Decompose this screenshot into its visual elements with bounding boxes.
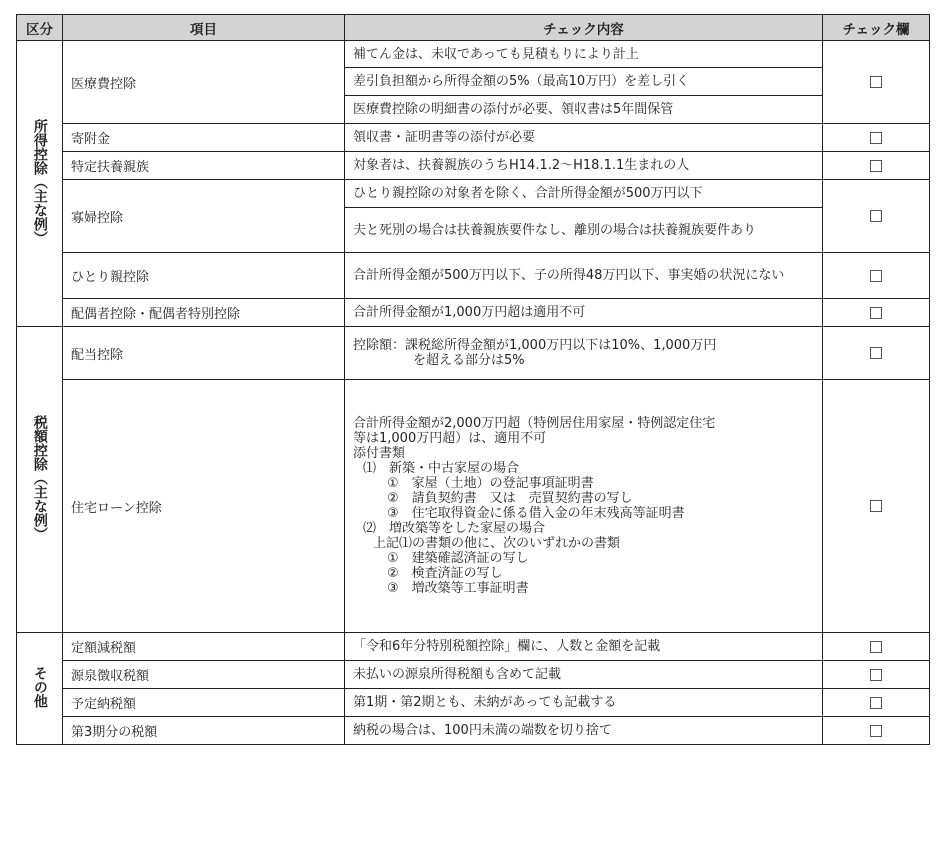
table-row [17, 180, 930, 208]
check-cell[interactable] [823, 124, 930, 152]
content-cell: 差引負担額から所得金額の5%（最高10万円）を差し引く [345, 68, 823, 96]
checkbox[interactable] [870, 210, 882, 222]
check-cell[interactable] [823, 380, 930, 633]
content-cell: 未払いの源泉所得税額も含めて記載 [345, 661, 823, 689]
item-cell: ひとり親控除 [63, 253, 345, 299]
header-content: チェック内容 [345, 15, 823, 41]
category-income-deduction [17, 41, 63, 327]
header-item: 項目 [63, 15, 345, 41]
item-cell: 寄附金 [63, 124, 345, 152]
table-row [17, 152, 930, 180]
content-cell [345, 327, 823, 380]
content-cell: 補てん金は、未収であっても見積もりにより計上 [345, 41, 823, 68]
content-line: ② 検査済証の写し [387, 566, 503, 581]
content-line: ① 家屋（土地）の登記事項証明書 [387, 476, 594, 491]
checkbox[interactable] [870, 270, 882, 282]
category-label: その他 [31, 665, 48, 708]
check-cell[interactable] [823, 253, 930, 299]
checkbox[interactable] [870, 669, 882, 681]
item-cell: 予定納税額 [63, 689, 345, 717]
content-line: 等は1,000万円超）は、適用不可 [353, 431, 547, 446]
table-row [17, 380, 930, 633]
checkbox[interactable] [870, 347, 882, 359]
check-cell[interactable] [823, 152, 930, 180]
item-cell: 定額減税額 [63, 633, 345, 661]
check-cell[interactable] [823, 180, 930, 253]
item-cell: 特定扶養親族 [63, 152, 345, 180]
content-cell: 領収書・証明書等の添付が必要 [345, 124, 823, 152]
content-line: 上記⑴の書類の他に、次のいずれかの書類 [373, 536, 621, 551]
item-cell: 第3期分の税額 [63, 717, 345, 745]
header-category: 区分 [17, 15, 63, 41]
table-row [17, 661, 930, 689]
content-cell: 合計所得金額が1,000万円超は適用不可 [345, 299, 823, 327]
checklist-table [16, 14, 930, 745]
table-row [17, 124, 930, 152]
checkbox[interactable] [870, 697, 882, 709]
content-line: 合計所得金額が2,000万円超（特例居住用家屋・特例認定住宅 [353, 416, 716, 431]
checkbox[interactable] [870, 160, 882, 172]
check-cell[interactable] [823, 299, 930, 327]
check-cell[interactable] [823, 41, 930, 124]
header-check: チェック欄 [823, 15, 930, 41]
item-cell: 配偶者控除・配偶者特別控除 [63, 299, 345, 327]
category-label: 税額控除（主な例） [31, 414, 48, 541]
content-cell: 「令和6年分特別税額控除」欄に、人数と金額を記載 [345, 633, 823, 661]
content-cell: 第1期・第2期とも、未納があっても記載する [345, 689, 823, 717]
check-cell[interactable] [823, 717, 930, 745]
content-cell: 医療費控除の明細書の添付が必要、領収書は5年間保管 [345, 96, 823, 124]
table-row [17, 253, 930, 299]
content-cell: 対象者は、扶養親族のうちH14.1.2〜H18.1.1生まれの人 [345, 152, 823, 180]
check-cell[interactable] [823, 633, 930, 661]
content-line: 添付書類 [353, 446, 406, 461]
content-line: ⑴ 新築・中古家屋の場合 [363, 461, 520, 476]
content-line: ① 建築確認済証の写し [387, 551, 529, 566]
check-cell[interactable] [823, 689, 930, 717]
checkbox[interactable] [870, 307, 882, 319]
table-row [17, 299, 930, 327]
content-line: ⑵ 増改築等をした家屋の場合 [363, 521, 546, 536]
category-label: 所得控除（主な例） [31, 118, 48, 245]
checkbox[interactable] [870, 641, 882, 653]
content-cell: 夫と死別の場合は扶養親族要件なし、離別の場合は扶養親族要件あり [345, 208, 823, 253]
table-row [17, 633, 930, 661]
table-row [17, 327, 930, 380]
content-line: ② 請負契約書 又は 売買契約書の写し [387, 491, 633, 506]
category-other [17, 633, 63, 745]
content-line: ③ 増改築等工事証明書 [387, 581, 529, 596]
checkbox[interactable] [870, 132, 882, 144]
content-line: を超える部分は5% [413, 353, 525, 368]
item-cell: 配当控除 [63, 327, 345, 380]
checkbox[interactable] [870, 500, 882, 512]
header-row [17, 15, 930, 41]
table-row [17, 41, 930, 68]
item-cell: 源泉徴収税額 [63, 661, 345, 689]
check-cell[interactable] [823, 661, 930, 689]
item-cell: 医療費控除 [63, 41, 345, 124]
item-cell: 住宅ローン控除 [63, 380, 345, 633]
content-cell: 合計所得金額が500万円以下、子の所得48万円以下、事実婚の状況にない [345, 253, 823, 299]
checkbox[interactable] [870, 725, 882, 737]
check-cell[interactable] [823, 327, 930, 380]
table-row [17, 689, 930, 717]
content-line: ③ 住宅取得資金に係る借入金の年末残高等証明書 [387, 506, 685, 521]
content-line: 控除額：課税総所得金額が1,000万円以下は10%、1,000万円 [353, 338, 717, 353]
content-cell: ひとり親控除の対象者を除く、合計所得金額が500万円以下 [345, 180, 823, 208]
item-cell: 寡婦控除 [63, 180, 345, 253]
checkbox[interactable] [870, 76, 882, 88]
category-tax-credit [17, 327, 63, 633]
content-cell: 納税の場合は、100円未満の端数を切り捨て [345, 717, 823, 745]
table-row [17, 717, 930, 745]
content-cell [345, 380, 823, 633]
